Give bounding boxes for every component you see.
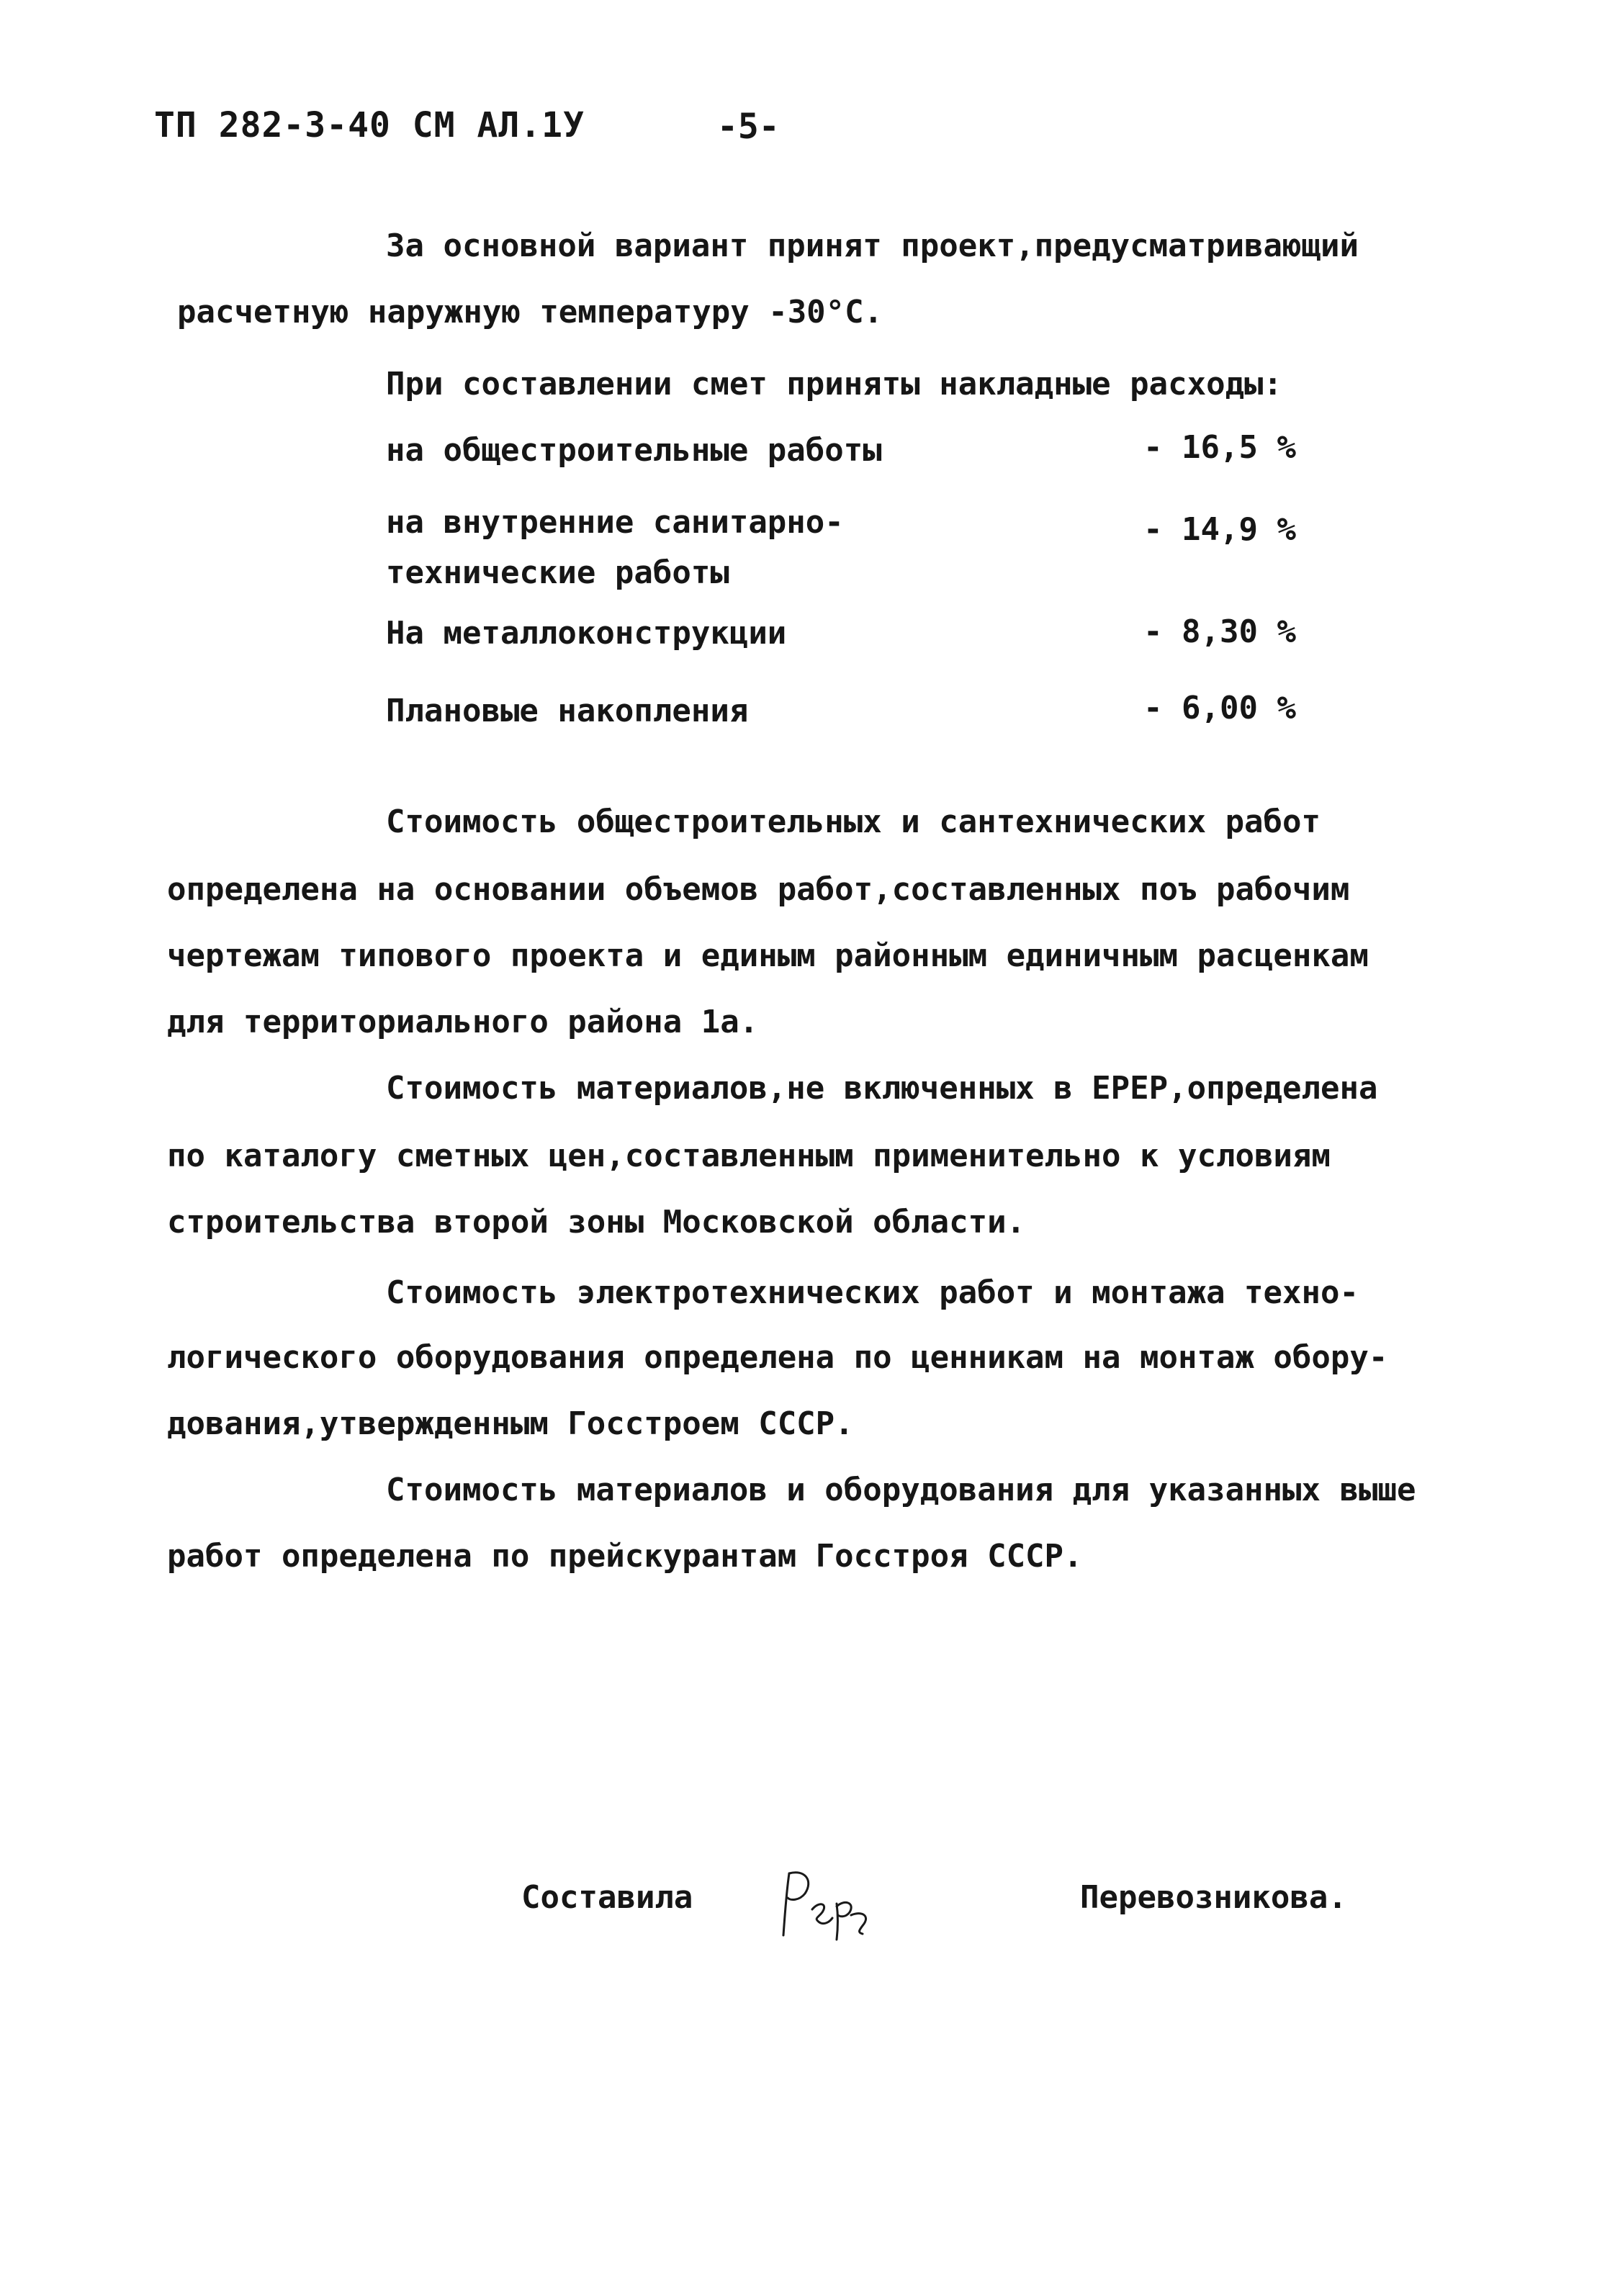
overhead-label: Плановые накопления bbox=[386, 693, 749, 729]
overhead-label-continued: технические работы bbox=[386, 554, 729, 591]
handwritten-signature bbox=[776, 1865, 884, 1944]
paragraph-2-line: Стоимость материалов,не включенных в ЕРЕР,определена bbox=[386, 1070, 1378, 1107]
paragraph-2-line: по каталогу сметных цен,составленным применительно к условиям bbox=[167, 1138, 1331, 1174]
compiled-by-label: Составила bbox=[521, 1879, 693, 1916]
overheads-heading: При составлении смет приняты накладные расходы: bbox=[386, 366, 1283, 402]
paragraph-1-line: чертежам типового проекта и единым районным единичным расценкам bbox=[167, 937, 1369, 974]
document-code: ТП 282-3-40 СМ АЛ.1У bbox=[154, 105, 585, 145]
compiler-name: Перевозникова. bbox=[1080, 1879, 1347, 1916]
paragraph-1-line: определена на основании объемов работ,составленных поъ рабочим bbox=[167, 871, 1350, 908]
paragraph-3-line: дования,утвержденным Госстроем СССР. bbox=[167, 1405, 854, 1442]
page-number: -5- bbox=[717, 107, 780, 147]
paragraph-3-line: Стоимость электротехнических работ и монтажа техно- bbox=[386, 1274, 1359, 1311]
overhead-value: - 14,9 % bbox=[1143, 511, 1296, 548]
intro-line-1: За основной вариант принят проект,предусматривающий bbox=[386, 228, 1359, 264]
overhead-value: - 6,00 % bbox=[1143, 690, 1296, 726]
overhead-label: На металлоконструкции bbox=[386, 615, 787, 652]
overhead-value: - 16,5 % bbox=[1143, 429, 1296, 466]
overhead-label: на внутренние санитарно- bbox=[386, 504, 844, 541]
paragraph-4-line: Стоимость материалов и оборудования для указанных выше bbox=[386, 1472, 1416, 1508]
paragraph-1-line: для территориального района 1а. bbox=[167, 1004, 759, 1040]
overhead-value: - 8,30 % bbox=[1143, 613, 1296, 650]
paragraph-3-line: логического оборудования определена по ценникам на монтаж обору- bbox=[167, 1339, 1388, 1376]
paragraph-2-line: строительства второй зоны Московской области. bbox=[167, 1204, 1026, 1241]
paragraph-4-line: работ определена по прейскурантам Госстроя СССР. bbox=[167, 1538, 1083, 1575]
overhead-label: на общестроительные работы bbox=[386, 432, 882, 469]
intro-line-2: расчетную наружную температуру -30°С. bbox=[177, 294, 883, 330]
paragraph-1-line: Стоимость общестроительных и сантехнических работ bbox=[386, 803, 1321, 840]
